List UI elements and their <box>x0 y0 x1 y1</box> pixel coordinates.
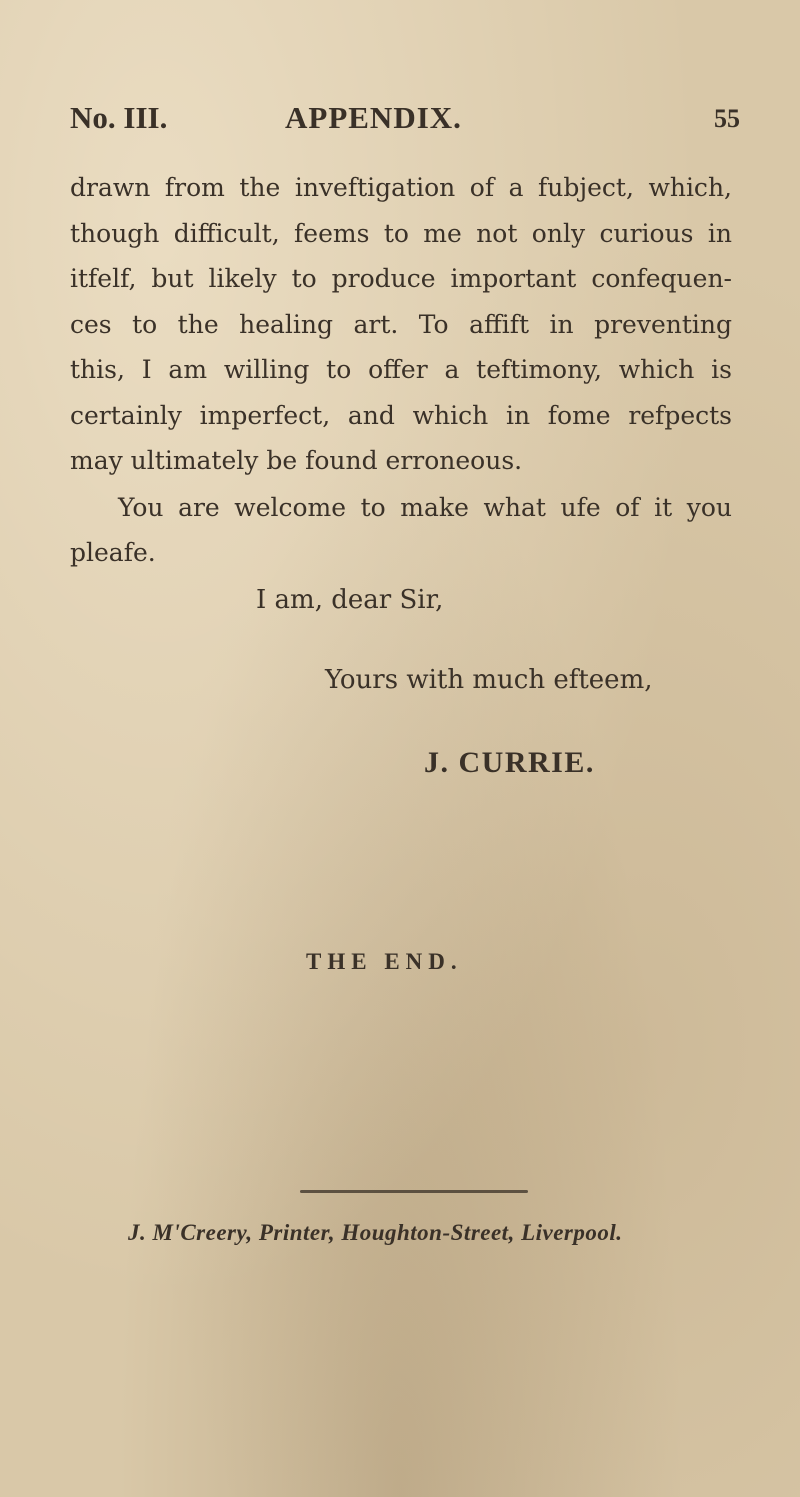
letter-valediction: Yours with much efteem, <box>325 665 653 695</box>
text-line: pleafe. <box>70 538 156 567</box>
text-line: You are welcome to make what ufe of it you <box>118 493 732 522</box>
section-number: No. III. <box>70 100 168 135</box>
ornamental-rule <box>300 1190 528 1193</box>
paragraph-1 <box>70 165 732 484</box>
text-line: drawn from the inveftigation of a fubject, which, <box>70 173 732 202</box>
page-number: 55 <box>714 104 740 133</box>
section-title: APPENDIX. <box>285 100 462 135</box>
text-line: though difficult, feems to me not only curious in <box>70 218 732 248</box>
text-line: certainly imperfect, and which in fome refpects <box>70 400 732 430</box>
letter-signature: J. CURRIE. <box>424 746 595 779</box>
text-line: ces to the healing art. To affift in preventing <box>70 309 732 339</box>
the-end-heading: THE END. <box>306 949 463 974</box>
text-line: this, I am willing to offer a teftimony, which is <box>70 355 732 384</box>
printer-imprint: J. M'Creery, Printer, Houghton-Street, Liverpool. <box>128 1220 623 1245</box>
letter-closing: I am, dear Sir, <box>256 585 444 615</box>
paragraph-2 <box>70 485 732 575</box>
text-line: may ultimately be found erroneous. <box>70 446 523 475</box>
running-head <box>70 100 740 140</box>
text-line: itfelf, but likely to produce important confequen- <box>70 264 732 293</box>
